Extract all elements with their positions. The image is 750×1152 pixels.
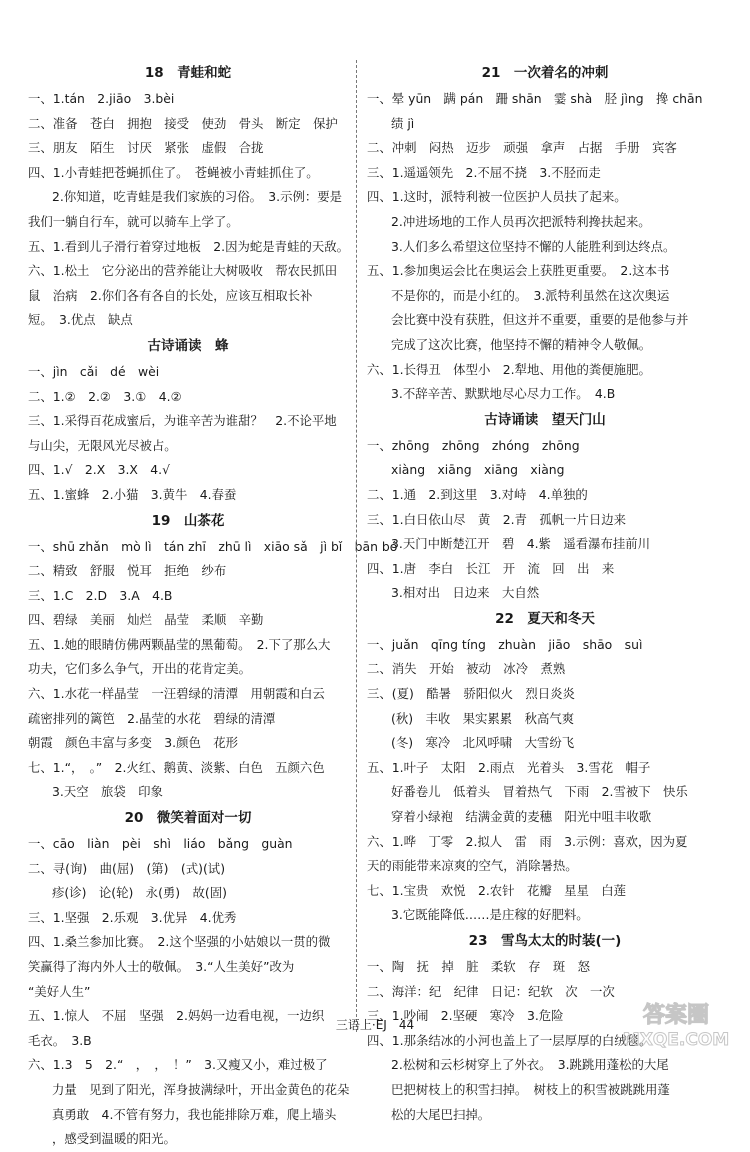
answer-line: 天的雨能带来凉爽的空气，消除暑热。 [367,858,578,874]
answer-line: 二、准备 苍白 拥抱 接受 使劲 骨头 断定 保护 [28,115,338,131]
answer-line: 二、海洋：纪 纪律 日记：纪软 次 一次 [367,983,615,999]
section-title: 古诗诵读 蜂 [147,337,229,354]
answer-line: 疏密排列的篱笆 2.晶莹的水花 碧绿的清潭 [28,710,276,726]
answer-line: 三、(夏) 酷暑 骄阳似火 烈日炎炎 [367,686,575,702]
answer-line: 一、cāo liàn pèi shì liáo bǎng guàn [28,836,293,852]
answer-line: 一、陶 抚 掉 脏 柔软 存 斑 怒 [367,959,591,974]
answer-line: 穿着小绿袍 结满金黄的麦穗 阳光中咀丰收歌 [391,809,652,825]
answer-line: xiàng xiāng xiāng xiàng [391,462,565,478]
answer-line: 四、1.那条结冰的小河也盖上了一层厚厚的白绒毯。 [367,1032,652,1048]
answer-line: 三、1.吵闹 2.坚硬 寒冷 3.危险 [367,1008,564,1024]
right-column [367,60,723,1127]
answer-line: 六、1.水花一样晶莹 一汪碧绿的清潭 用朝霞和白云 [28,686,325,702]
answer-line: 三、1.白日依山尽 黄 2.青 孤帆一片日边来 [367,511,627,527]
answer-line: 3.人们多么希望这位坚持不懈的人能胜利到达终点。 [391,238,676,254]
answer-line: 二、1.通 2.到这里 3.对峙 4.单独的 [367,486,588,502]
answer-line: 一、zhōng zhōng zhóng zhōng [367,437,580,453]
answer-line: 3.天空 旅袋 印象 [52,784,163,800]
answer-line: 五、1.看到儿子滑行着穿过地板 2.因为蛇是青蛙的天敌。 [28,238,350,254]
answer-line: 五、1.叶子 太阳 2.雨点 光着头 3.雪花 帽子 [367,759,651,775]
answer-line: (秋) 丰收 果实累累 秋高气爽 [391,710,575,726]
answer-line: 二、1.② 2.② 3.① 4.② [28,388,182,404]
svg-text:答案圈: 答案圈 [642,1003,710,1028]
answer-line: 力量 见到了阳光，浑身披满绿叶，开出金黄色的花朵 [52,1081,350,1097]
answer-line: 2.松树和云杉树穿上了外衣。 3.跳跳用蓬松的大尾 [391,1057,669,1073]
answer-line: 2.冲进场地的工作人员再次把派特利搀扶起来。 [391,213,651,229]
answer-line: 好番卷儿 低着头 冒着热气 下雨 2.雪被下 快乐 [391,784,688,800]
answer-line: 3.天门中断楚江开 碧 4.紫 遥看瀑布挂前川 [391,536,651,552]
answer-line: 二、寻(询) 曲(屈) (第) (式)(试) [28,860,226,876]
answer-line: 鼠 治病 2.你们各有各自的长处，应该互相取长补 [28,287,313,303]
answer-line: 3.相对出 日边来 大自然 [391,585,540,601]
page-footer: 三语上·EJ 44 [335,1018,415,1032]
answer-line: 3.不辞辛苦、默默地尽心尽力工作。 4.B [391,386,616,402]
section-title: 23 雪鸟太太的时装(一) [468,933,622,949]
answer-line: 一、晕 yūn 蹒 pán 跚 shān 霎 shà 胫 jìng 搀 chān [367,91,703,106]
watermark-logo [606,998,746,1052]
answer-line: 3.它既能降低……是庄稼的好肥料。 [391,907,589,923]
answer-line: 三、1.采得百花成蜜后，为谁辛苦为谁甜？ 2.不论平地 [28,413,337,429]
answer-line: 二、精致 舒服 悦耳 拒绝 纱布 [28,563,227,579]
answer-line: 一、juǎn qīng tíng zhuàn jiāo shāo suì [367,636,643,652]
answer-line: 四、1.√ 2.X 3.X 4.√ [28,462,171,478]
answer-line: 绩 jì [391,115,415,131]
answer-line: 三、1.C 2.D 3.A 4.B [28,587,173,603]
section-title: 古诗诵读 望天门山 [484,411,606,428]
answer-line: 四、1.这时，派特利被一位医护人员扶了起来。 [367,189,627,205]
answer-line: 六、1.长得丑 体型小 2.犁地、用他的粪便施肥。 [367,361,651,377]
answer-line: 2.你知道，吃青蛙是我们家族的习俗。 3.示例：要是 [52,189,343,205]
answer-line: 五、1.惊人 不屈 坚强 2.妈妈一边看电视，一边织 [28,1008,325,1024]
answer-line: ，感受到温暖的阳光。 [52,1131,176,1147]
answer-line: 松的大尾巴扫掉。 [391,1106,491,1122]
column-divider [356,60,357,1032]
answer-line: 会比赛中没有获胜，但这并不重要，重要的是他参与并 [391,312,689,328]
answer-line: 一、shū zhǎn mò lì tán zhī zhū lì xiāo sǎ jì bǐ bān bó [28,538,398,554]
section-title: 18 青蛙和蛇 [144,65,232,81]
answer-line: 三、1.坚强 2.乐观 3.优异 4.优秀 [28,909,237,925]
answer-line: 疹(诊) 论(轮) 永(勇) 故(固) [52,885,227,901]
answer-line: 短。 3.优点 缺点 [28,312,133,328]
answer-line: 六、1.3 5 2.“ ， ， ！” 3.又瘦又小，难过极了 [28,1057,328,1073]
answer-line: 七、1.宝贵 欢悦 2.农针 花瓣 星星 白莲 [367,882,627,898]
answer-line: 六、1.哗 丁零 2.拟人 雷 雨 3.示例：喜欢，因为夏 [367,833,688,849]
answer-line: 三、1.遥遥领先 2.不屈不挠 3.不胫而走 [367,164,601,180]
svg-text:MXQE.COM: MXQE.COM [622,1030,730,1050]
answer-line: 三、朋友 陌生 讨厌 紧张 虚假 合拢 [28,140,264,156]
answer-line: 不是你的，而是小红的。 3.派特利虽然在这次奥运 [391,287,670,303]
answer-line: 一、jìn cǎi dé wèi [28,363,160,379]
answer-line: (冬) 寒冷 北风呼啸 大雪纷飞 [391,735,575,751]
answer-line: 五、1.参加奥运会比在奥运会上获胜更重要。 2.这本书 [367,263,670,279]
answer-line: 七、1.“， 。” 2.火红、鹅黄、淡紫、白色 五颜六色 [28,759,325,775]
section-title: 19 山茶花 [151,512,225,529]
answer-line: 四、1.小青蛙把苍蝇抓住了。 苍蝇被小青蛙抓住了。 [28,164,319,180]
answer-line: 真勇敢 4.不管有努力，我也能排除万难，爬上墙头 [52,1106,337,1122]
answer-line: 功夫，它们多么争气，开出的花肯定美。 [28,661,252,677]
section-title: 22 夏天和冬天 [495,610,595,627]
answer-line: 与山尖，无限风光尽被占。 [28,437,177,453]
answer-line: 四、1.桑兰参加比赛。 2.这个坚强的小姑娘以一贯的微 [28,934,331,950]
answer-line: 四、1.唐 李白 长江 开 流 回 出 来 [367,560,615,576]
answer-line: 朝霞 颜色丰富与多变 3.颜色 花形 [28,735,239,751]
answer-line: 完成了这次比赛，他坚持不懈的精神令人敬佩。 [391,336,652,352]
answer-line: 笑赢得了海内外人士的敬佩。 3.“人生美好”改为 [28,959,295,974]
section-title: 20 微笑着面对一切 [124,810,252,827]
answer-line: 我们一躺自行车，就可以骑车上学了。 [28,213,239,229]
answer-line: 毛衣。 3.B [28,1032,92,1048]
answer-line: 二、冲刺 闷热 迈步 顽强 拿声 占据 手册 宾客 [367,140,677,156]
answer-line: 六、1.松土 它分泌出的营养能让大树吸收 帮农民抓田 [28,263,338,279]
answer-line: 四、碧绿 美丽 灿烂 晶莹 柔顺 辛勤 [28,612,264,628]
answer-line: 五、1.蜜蜂 2.小猫 3.黄牛 4.春蚕 [28,486,237,502]
answer-line: 五、1.她的眼睛仿佛两颗晶莹的黑葡萄。 2.下了那么大 [28,636,331,652]
answer-line: 巴把树枝上的积雪扫掉。 树枝上的积雪被跳跳用蓬 [391,1081,670,1097]
section-title: 21 一次着名的冲刺 [481,65,609,81]
answer-line: 一、1.tán 2.jiāo 3.bèi [28,91,175,106]
answer-line: 二、消失 开始 被动 冰冷 煮熟 [367,661,566,677]
answer-line: “美好人生” [28,983,91,999]
